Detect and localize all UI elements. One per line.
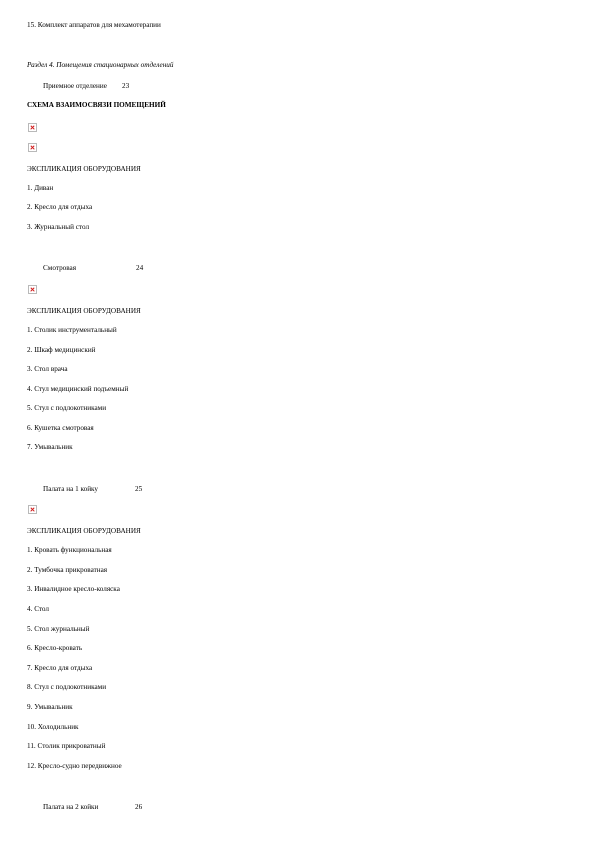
list-item: 1. Столик инструментальный <box>27 326 117 334</box>
room-number: 23 <box>122 82 130 90</box>
scheme-title: СХЕМА ВЗАИМОСВЯЗИ ПОМЕЩЕНИЙ <box>27 101 166 109</box>
list-item: 2. Тумбочка прикроватная <box>27 566 108 574</box>
list-item: 2. Шкаф медицинский <box>27 346 96 354</box>
list-item: 7. Умывальник <box>27 443 73 451</box>
equipment-header: ЭКСПЛИКАЦИЯ ОБОРУДОВАНИЯ <box>27 527 141 535</box>
broken-image-icon <box>28 123 37 132</box>
equipment-header: ЭКСПЛИКАЦИЯ ОБОРУДОВАНИЯ <box>27 165 141 173</box>
broken-image-icon <box>28 143 37 152</box>
room-title-exam <box>43 264 243 273</box>
room-number: 26 <box>135 803 143 811</box>
list-item: 9. Умывальник <box>27 703 73 711</box>
list-item: 1. Диван <box>27 184 54 192</box>
room-name: Палата на 2 койки <box>43 803 99 811</box>
list-item: 3. Инвалидное кресло-коляска <box>27 585 120 593</box>
room-title-ward-1 <box>43 485 243 494</box>
room-number: 24 <box>136 264 144 272</box>
list-item: 4. Стол <box>27 605 50 613</box>
list-item: 6. Кушетка смотровая <box>27 424 94 432</box>
room-name: Смотровая <box>43 264 77 272</box>
top-list-item: 15. Комплект аппаратов для мехамотерапии <box>27 21 161 29</box>
list-item: 2. Кресло для отдыха <box>27 203 93 211</box>
broken-image-icon <box>28 285 37 294</box>
broken-image-icon <box>28 505 37 514</box>
room-title-ward-2 <box>43 803 243 812</box>
list-item: 7. Кресло для отдыха <box>27 664 93 672</box>
room-number: 25 <box>135 485 143 493</box>
room-title-reception <box>43 82 243 91</box>
section-heading: Раздел 4. Помещения стационарных отделений <box>27 61 174 69</box>
list-item: 5. Стул с подлокотниками <box>27 404 107 412</box>
list-item: 4. Стул медицинский подъемный <box>27 385 129 393</box>
list-item: 11. Столик прикроватный <box>27 742 106 750</box>
list-item: 3. Стол врача <box>27 365 68 373</box>
list-item: 12. Кресло-судно передвижное <box>27 762 122 770</box>
room-name: Палата на 1 койку <box>43 485 99 493</box>
list-item: 1. Кровать функциональная <box>27 546 112 554</box>
list-item: 8. Стул с подлокотниками <box>27 683 107 691</box>
list-item: 5. Стол журнальный <box>27 625 90 633</box>
equipment-header: ЭКСПЛИКАЦИЯ ОБОРУДОВАНИЯ <box>27 307 141 315</box>
list-item: 10. Холодильник <box>27 723 79 731</box>
room-name: Приемное отделение <box>43 82 107 90</box>
list-item: 6. Кресло-кровать <box>27 644 83 652</box>
list-item: 3. Журнальный стол <box>27 223 90 231</box>
